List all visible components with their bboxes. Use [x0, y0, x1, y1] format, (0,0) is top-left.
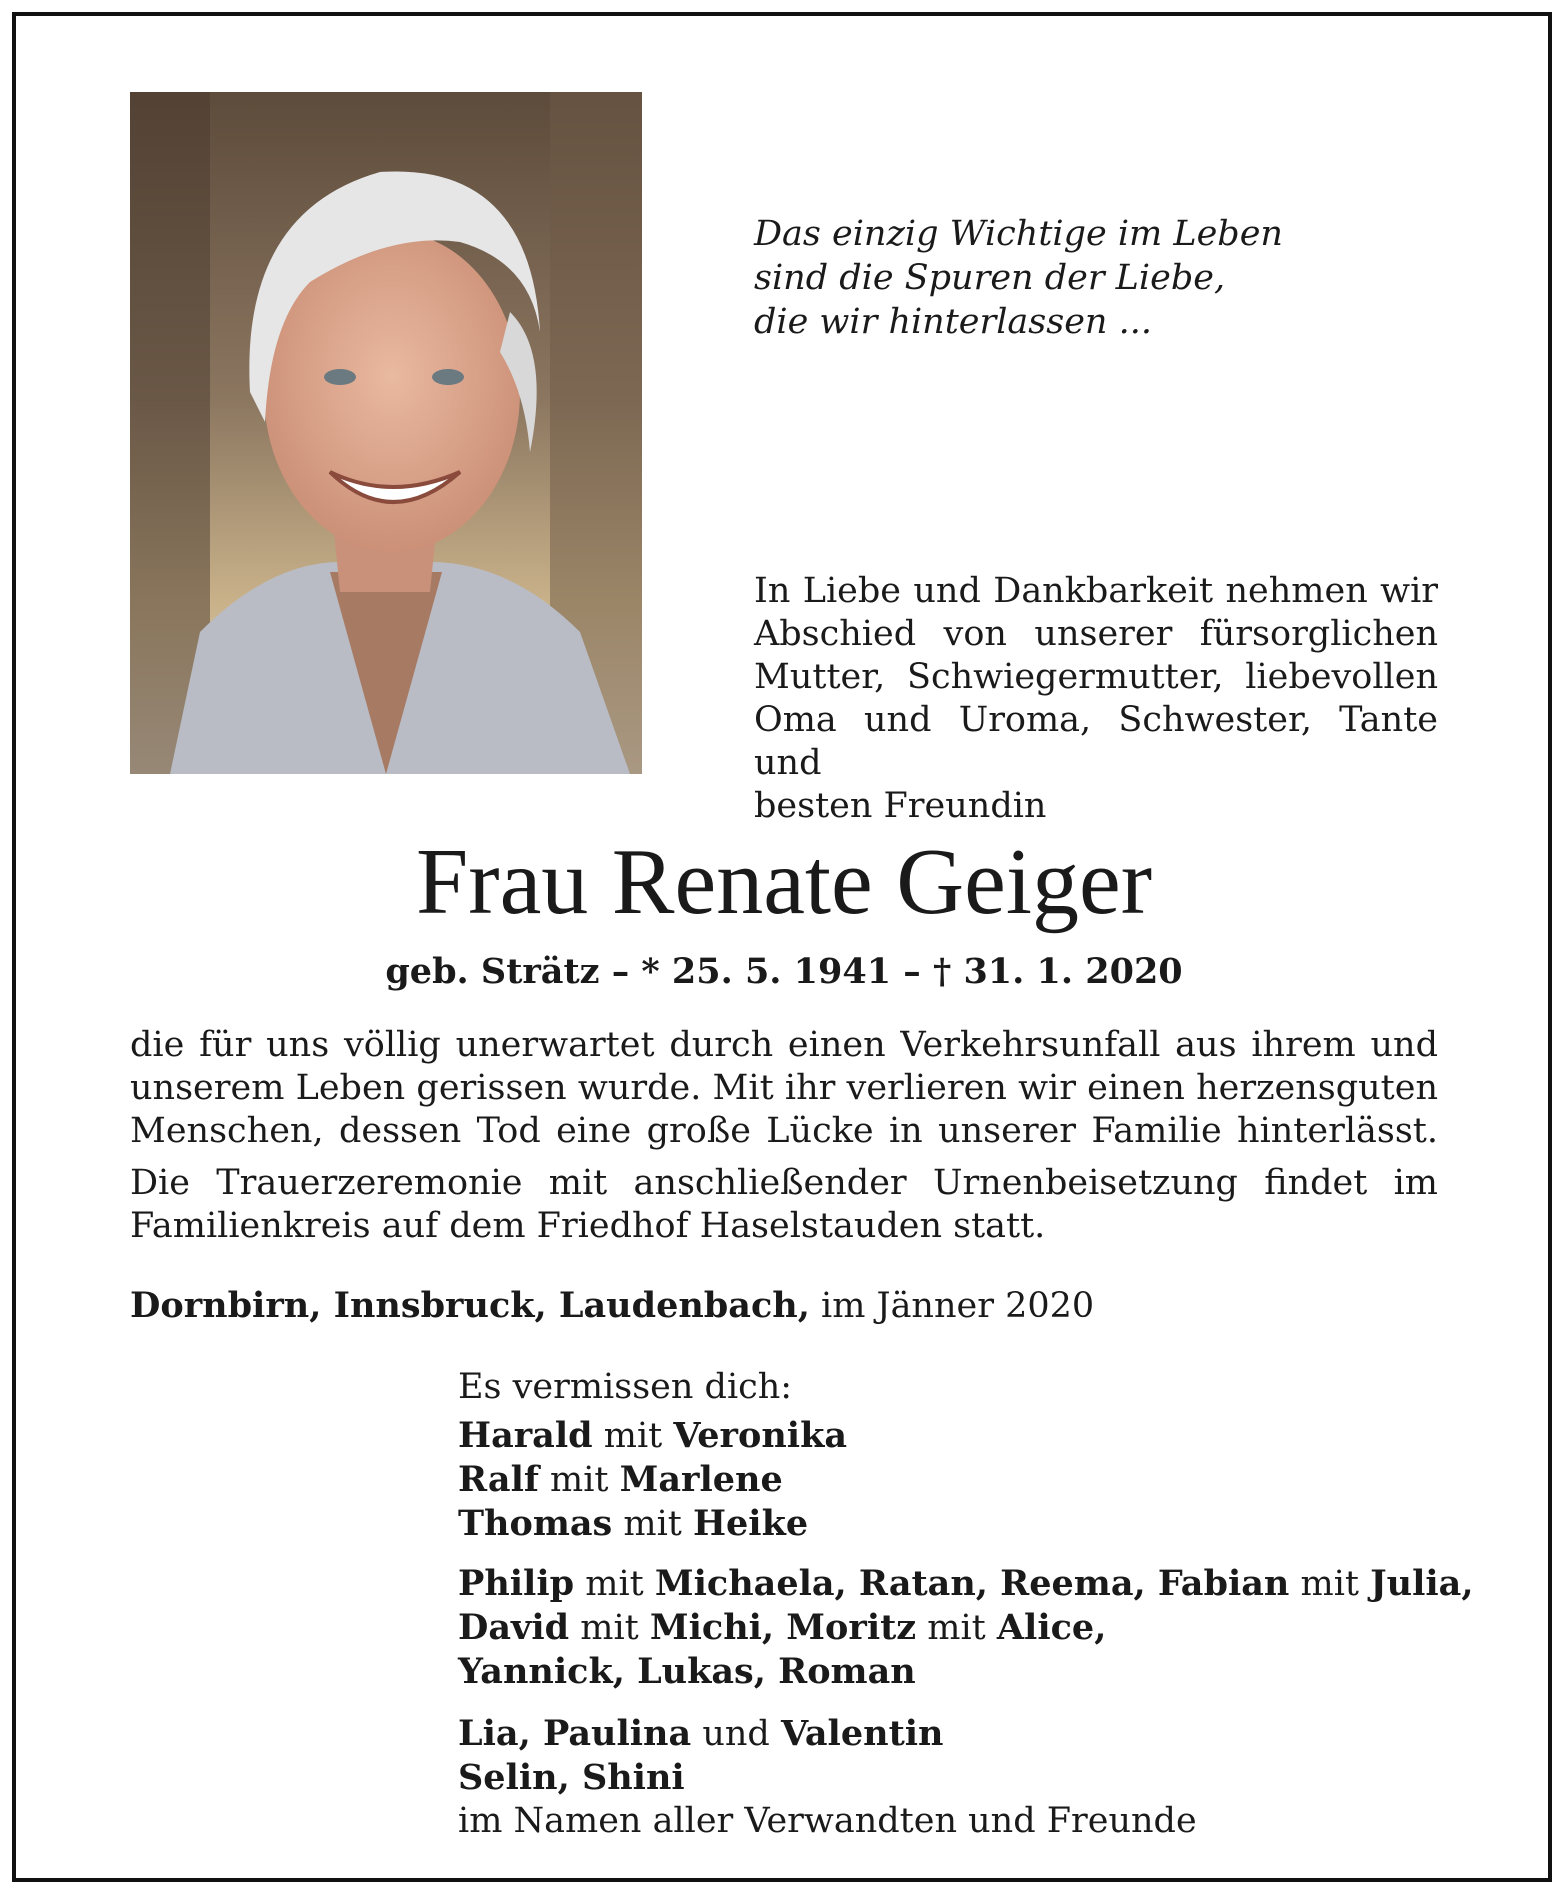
- intro-line: In Liebe und Dankbarkeit nehmen wir: [754, 571, 1438, 611]
- mourners-group-3: [458, 1712, 1458, 1800]
- quote-line: Das einzig Wichtige im Leben: [754, 214, 1283, 254]
- mourner-names: Michi, Moritz: [649, 1607, 917, 1648]
- mourner-names: Harald: [458, 1415, 593, 1456]
- quote-line: sind die Spuren der Liebe,: [754, 258, 1226, 298]
- mourners-heading: Es vermissen dich:: [458, 1367, 793, 1407]
- mourner-connector: mit: [574, 1564, 655, 1604]
- mourner-row: [458, 1414, 1458, 1458]
- quote: [754, 212, 1314, 344]
- intro-line: Abschied von unserer fürsorglichen: [754, 614, 1438, 654]
- place-cities: Dornbirn, Innsbruck, Laudenbach,: [130, 1285, 810, 1326]
- paragraph-line: Die Trauerzeremonie mit anschließender Urnenbeisetzung findet im: [130, 1163, 1438, 1203]
- mourner-connector: mit: [592, 1416, 674, 1456]
- mourners-group-2: [458, 1562, 1474, 1694]
- mourner-connector: mit: [538, 1460, 620, 1500]
- intro-line: besten Freundin: [754, 786, 1047, 826]
- paragraph-line: unserem Leben gerissen wurde. Mit ihr verlieren wir einen herzensguten: [130, 1068, 1438, 1108]
- mourners-heading-block: [458, 1366, 1458, 1409]
- mourner-names: Ralf: [458, 1459, 539, 1500]
- mourners-closing-block: [458, 1800, 1458, 1843]
- place-date: [130, 1284, 1094, 1328]
- mourner-names: David: [458, 1607, 570, 1648]
- mourner-row: [458, 1606, 1458, 1650]
- mourner-names: Valentin: [780, 1713, 944, 1754]
- mourner-connector: mit: [1289, 1564, 1371, 1604]
- mourner-row: [458, 1756, 1458, 1800]
- mourner-names: Yannick, Lukas, Roman: [458, 1651, 916, 1692]
- mourner-connector: mit: [569, 1608, 650, 1648]
- intro-line: Oma und Uroma, Schwester, Tante und: [754, 700, 1438, 783]
- mourner-names: Philip: [458, 1563, 575, 1604]
- intro-line: Mutter, Schwiegermutter, liebevollen: [754, 657, 1438, 697]
- birth-death-dates: geb. Strätz – * 25. 5. 1941 – † 31. 1. 2020: [385, 951, 1183, 992]
- mourner-names: Lia, Paulina: [458, 1713, 692, 1754]
- paragraph-1: [130, 1024, 1438, 1153]
- paragraph-line: die für uns völlig unerwartet durch einen Verkehrsunfall aus ihrem und: [130, 1025, 1438, 1065]
- quote-line: die wir hinterlassen ...: [754, 302, 1152, 342]
- mourner-connector: und: [691, 1714, 781, 1754]
- mourners-group-1: [458, 1414, 1458, 1546]
- mourner-row: [458, 1650, 1458, 1694]
- mourner-connector: mit: [916, 1608, 997, 1648]
- mourner-connector: mit: [612, 1504, 693, 1544]
- mourner-names: Heike: [692, 1503, 809, 1544]
- mourner-names: Thomas: [458, 1503, 613, 1544]
- mourner-names: Marlene: [619, 1459, 783, 1500]
- intro-text: [754, 570, 1438, 828]
- mourner-row: [458, 1502, 1458, 1546]
- paragraph-line: Menschen, dessen Tod eine große Lücke in unserer Familie hinterlässt.: [130, 1111, 1438, 1151]
- mourner-names: Alice,: [996, 1607, 1107, 1648]
- mourner-names: Selin, Shini: [458, 1757, 685, 1798]
- paragraph-2: [130, 1162, 1438, 1248]
- mourner-names: Veronika: [673, 1415, 848, 1456]
- place-month: im Jänner 2020: [821, 1286, 1095, 1326]
- mourner-row: [458, 1712, 1458, 1756]
- mourner-names: Michaela, Ratan, Reema, Fabian: [654, 1563, 1290, 1604]
- paragraph-line: Familienkreis auf dem Friedhof Haselstauden statt.: [130, 1206, 1046, 1246]
- portrait-photo: [130, 92, 642, 774]
- mourner-names: Julia,: [1370, 1563, 1474, 1604]
- mourner-row: [458, 1458, 1458, 1502]
- mourner-row: [458, 1562, 1474, 1606]
- mourners-closing: im Namen aller Verwandten und Freunde: [458, 1801, 1197, 1841]
- deceased-name: Frau Renate Geiger: [415, 830, 1153, 934]
